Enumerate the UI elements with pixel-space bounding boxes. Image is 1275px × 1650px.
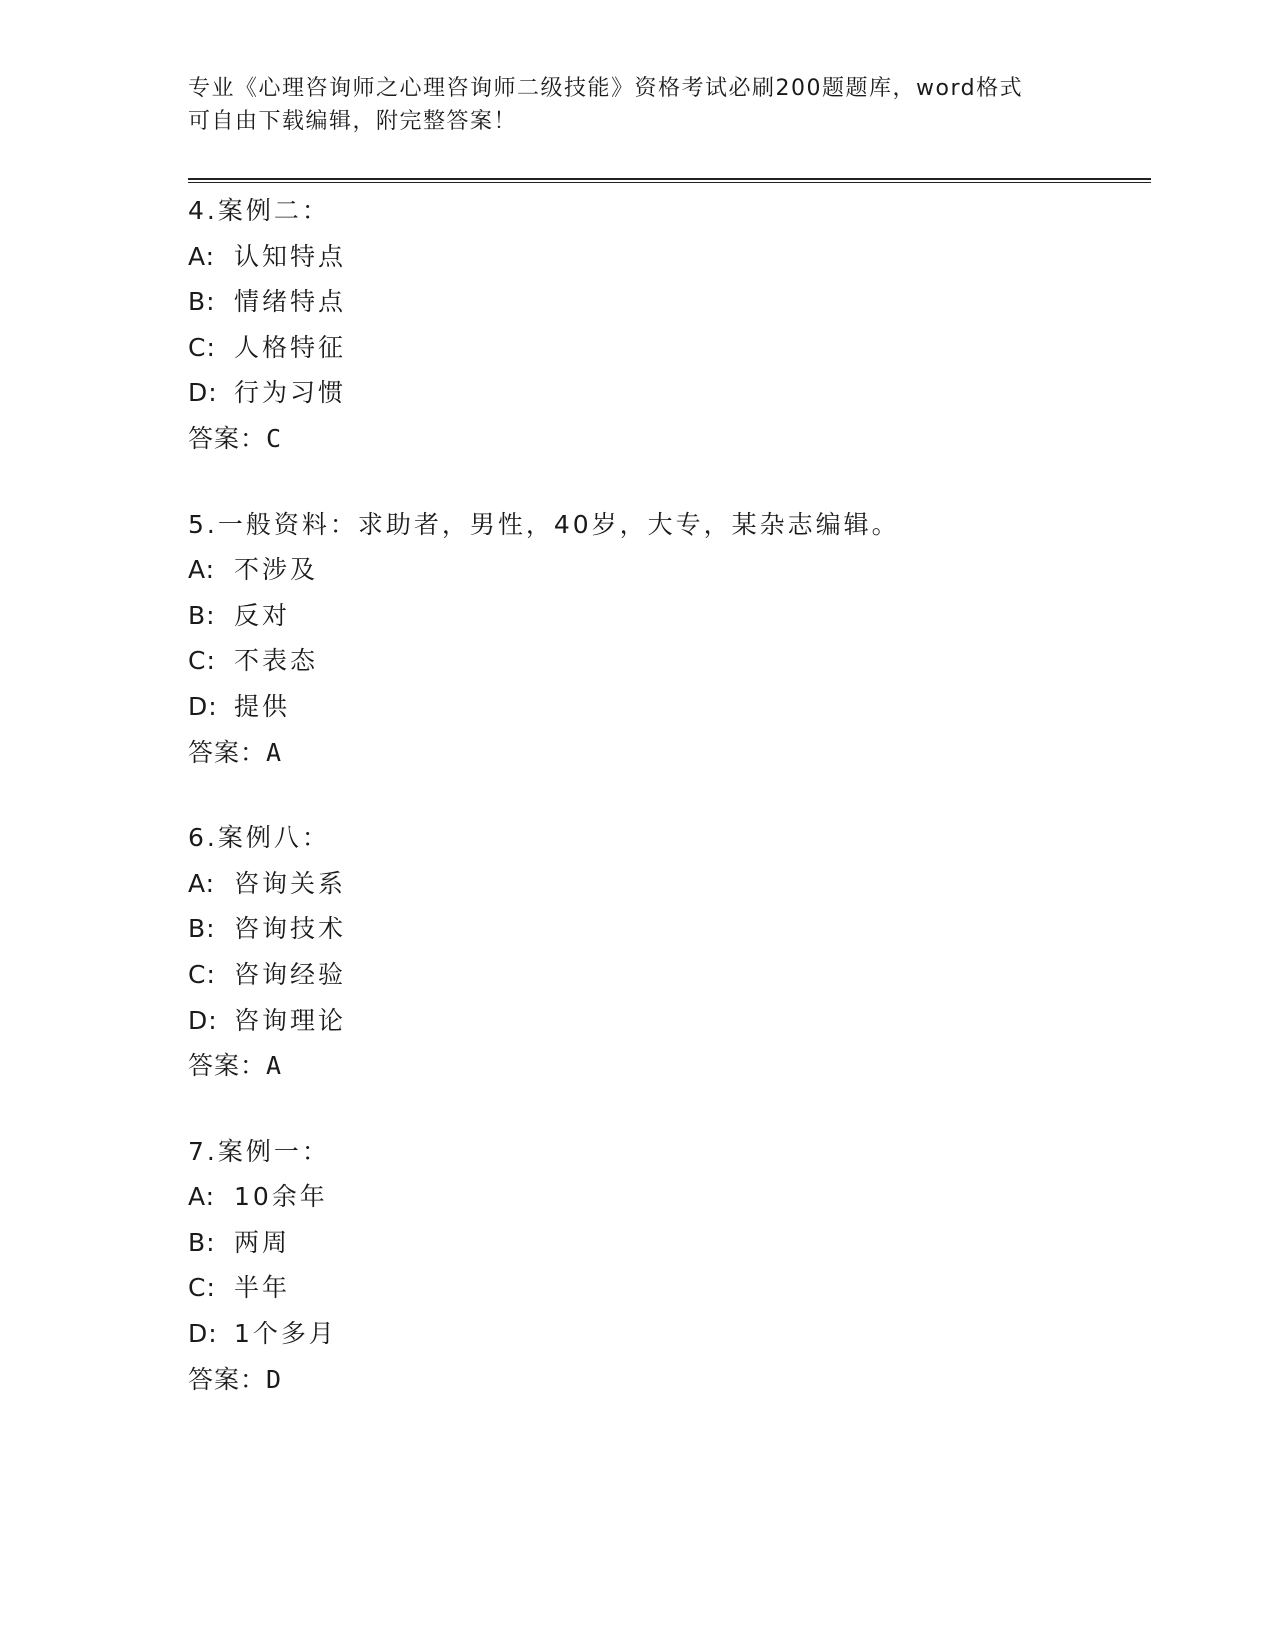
option-d: [188, 1311, 1138, 1357]
option-letter: D:: [188, 1319, 218, 1349]
header-divider: [188, 178, 1151, 183]
question-5: [188, 502, 1138, 776]
option-text: 情绪特点: [234, 287, 347, 317]
option-b: [188, 279, 1138, 325]
answer-value: D: [266, 1364, 282, 1394]
option-text: 半年: [234, 1273, 291, 1303]
option-letter: C:: [188, 959, 216, 989]
header-line-1: 专业《心理咨询师之心理咨询师二级技能》资格考试必刷200题题库，word格式: [188, 76, 1024, 101]
question-7: [188, 1129, 1138, 1403]
option-text: 10余年: [234, 1182, 328, 1212]
option-letter: C:: [188, 1273, 216, 1303]
option-text: 咨询经验: [234, 959, 347, 989]
answer-line: [188, 1357, 1138, 1403]
option-letter: B:: [188, 914, 216, 944]
answer-line: [188, 1043, 1138, 1089]
question-6: [188, 815, 1138, 1089]
option-text: 认知特点: [234, 241, 347, 271]
option-d: [188, 998, 1138, 1044]
document-header: [188, 72, 1068, 138]
option-text: 不表态: [234, 646, 319, 676]
answer-value: C: [266, 423, 282, 453]
option-letter: A:: [188, 555, 216, 585]
question-title: 4.案例二：: [188, 196, 330, 225]
option-text: 咨询关系: [234, 868, 347, 898]
option-a: [188, 547, 1138, 593]
option-c: [188, 1265, 1138, 1311]
option-text: 两周: [234, 1227, 291, 1257]
option-letter: B:: [188, 600, 216, 630]
option-letter: D:: [188, 378, 218, 408]
option-text: 行为习惯: [234, 378, 347, 408]
option-text: 不涉及: [234, 555, 319, 585]
option-c: [188, 638, 1138, 684]
option-d: [188, 370, 1138, 416]
question-title: 7.案例一：: [188, 1136, 330, 1166]
option-letter: A:: [188, 1182, 216, 1212]
question-4: [188, 188, 1138, 462]
answer-label: 答案：: [188, 737, 267, 767]
option-d: [188, 684, 1138, 730]
option-letter: B:: [188, 1227, 216, 1257]
option-text: 1个多月: [234, 1319, 337, 1349]
option-c: [188, 325, 1138, 371]
option-b: [188, 906, 1138, 952]
option-letter: C:: [188, 646, 216, 676]
question-list: [188, 188, 1138, 1442]
option-letter: D:: [188, 1005, 218, 1035]
answer-value: A: [266, 737, 282, 767]
option-letter: D:: [188, 691, 218, 721]
answer-line: [188, 416, 1138, 462]
option-letter: C:: [188, 332, 216, 362]
option-a: [188, 1174, 1138, 1220]
option-text: 提供: [234, 691, 291, 721]
question-title: 5.一般资料：求助者，男性，40岁，大专，某杂志编辑。: [188, 509, 900, 539]
option-c: [188, 952, 1138, 998]
option-text: 反对: [234, 600, 291, 630]
option-letter: A:: [188, 868, 216, 898]
answer-value: A: [266, 1051, 282, 1081]
question-title: 6.案例八：: [188, 823, 330, 853]
answer-label: 答案：: [188, 1051, 267, 1081]
option-a: [188, 234, 1138, 280]
option-text: 咨询技术: [234, 914, 347, 944]
answer-line: [188, 730, 1138, 776]
option-b: [188, 593, 1138, 639]
option-text: 咨询理论: [234, 1005, 347, 1035]
option-letter: A:: [188, 241, 216, 271]
option-b: [188, 1220, 1138, 1266]
option-letter: B:: [188, 287, 216, 317]
option-a: [188, 861, 1138, 907]
answer-label: 答案：: [188, 1364, 267, 1394]
answer-label: 答案：: [188, 423, 267, 453]
header-line-2: 可自由下载编辑，附完整答案！: [188, 109, 518, 134]
option-text: 人格特征: [234, 332, 347, 362]
